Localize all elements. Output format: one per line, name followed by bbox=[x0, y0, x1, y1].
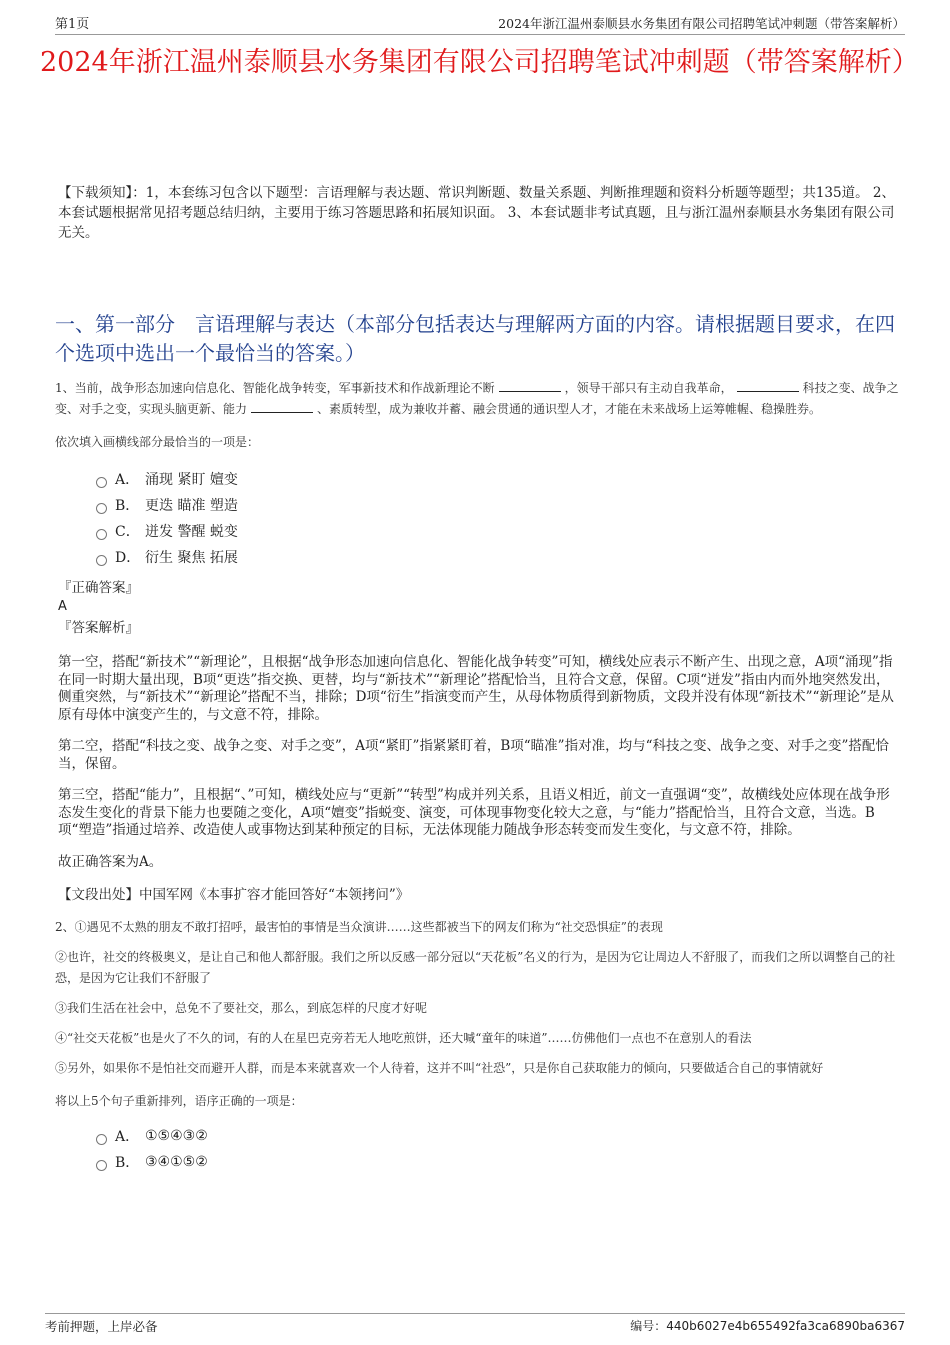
option-text: 衍生 聚焦 拓展 bbox=[145, 550, 238, 566]
radio-icon[interactable] bbox=[96, 503, 107, 514]
section-heading: 一、第一部分 言语理解与表达（本部分包括表达与理解两方面的内容。请根据题目要求，在四个选项中选出一个最恰当的答案。） bbox=[55, 312, 895, 365]
option-b[interactable] bbox=[96, 1149, 902, 1175]
option-letter: A． bbox=[115, 1129, 140, 1145]
question-2-ask: 将以上5个句子重新排列，语序正确的一项是： bbox=[55, 1094, 303, 1108]
analysis-conclusion: 故正确答案为A。 bbox=[58, 853, 163, 870]
analysis-paragraph: 第一空，搭配“新技术”“新理论”，且根据“战争形态加速向信息化、智能化战争转变”可知，横线处应表示不断产生、出现之意，A项“涌现”指在同一时期大量出现，B项“更迭”指交换、更替，均与“新技术”“新理论”搭配恰当，且符合文意，保留。C项“迸发”指由内而外地突然发出，侧重突然，与“新技术”“新理论”搭配不当，排除；D项“衍生”指演变而产生，从母体物质得到新物质，文段并没有体现“新技术”“新理论”是从原有母体中演变产生的，与文意不符，排除。 bbox=[58, 654, 894, 723]
option-text: 迸发 警醒 蜕变 bbox=[145, 524, 238, 540]
passage-source: 【文段出处】中国军网《本事扩容才能回答好“本领拷问”》 bbox=[58, 887, 410, 903]
document-body bbox=[55, 183, 902, 1175]
blank-2 bbox=[737, 378, 799, 392]
page-footer bbox=[45, 1313, 905, 1335]
q1-stem-part1: 1、当前，战争形态加速向信息化、智能化战争转变，军事新技术和作战新理论不断 bbox=[55, 381, 495, 395]
q1-stem-part2: ，领导干部只有主动自我革命， bbox=[564, 381, 733, 395]
option-letter: C． bbox=[115, 524, 140, 540]
page-header bbox=[55, 10, 905, 35]
option-a[interactable] bbox=[96, 466, 902, 492]
header-doc-title: 2024年浙江温州泰顺县水务集团有限公司招聘笔试冲刺题（带答案解析） bbox=[498, 16, 905, 31]
blank-1 bbox=[499, 378, 561, 392]
option-b[interactable] bbox=[96, 492, 902, 518]
analysis-label: 『答案解析』 bbox=[58, 620, 139, 636]
option-c[interactable] bbox=[96, 518, 902, 544]
question-1-options bbox=[58, 466, 902, 570]
q1-stem-part4: 、素质转型，成为兼收并蓄、融会贯通的通识型人才，才能在未来战场上运筹帷幄、稳操胜券。 bbox=[317, 402, 822, 416]
analysis-paragraph: 第三空，搭配“能力”，且根据“、”可知，横线处应与“更新”“转型”构成并列关系，且语义相近，前文一直强调“变”，故横线处应体现在战争形态发生变化的背景下能力也要随之变化，A项“嬗变”指蜕变、演变，可体现事物变化较大之意，与“能力”搭配恰当，且符合文意，当选。B项“塑造”指通过培养、改造使人或事物达到某种预定的目标，无法体现能力随战争形态转变而发生变化，与文意不符，排除。 bbox=[58, 787, 890, 838]
footer-serial: 编号：440b6027e4b655492fa3ca6890ba6367 bbox=[630, 1319, 905, 1333]
radio-icon[interactable] bbox=[96, 1134, 107, 1145]
blank-3 bbox=[251, 399, 313, 413]
q1-stem-part3: 科技之变、战争之变、对手之变，实现头脑更新、能力 bbox=[55, 381, 899, 416]
question-2-sentence: ⑤另外，如果你不是怕社交而避开人群，而是本来就喜欢一个人待着，这并不叫“社恐”，只是你自己获取能力的倾向，只要做适合自己的事情就好 bbox=[55, 1061, 824, 1075]
page-number: 第1页 bbox=[55, 17, 90, 32]
question-2-sentence: ②也许，社交的终极奥义，是让自己和他人都舒服。我们之所以反感一部分冠以“天花板”名义的行为，是因为它让周边人不舒服了，而我们之所以调整自己的社恐，是因为它让我们不舒服了 bbox=[55, 950, 896, 985]
option-text: ③④①⑤② bbox=[145, 1154, 208, 1170]
question-1-ask: 依次填入画横线部分最恰当的一项是： bbox=[55, 435, 260, 449]
option-text: 更迭 瞄准 塑造 bbox=[145, 498, 238, 514]
option-letter: B． bbox=[115, 1155, 140, 1171]
option-text: ①⑤④③② bbox=[145, 1128, 208, 1144]
radio-icon[interactable] bbox=[96, 477, 107, 488]
question-2-options bbox=[58, 1123, 902, 1175]
option-text: 涌现 紧盯 嬗变 bbox=[145, 472, 238, 488]
radio-icon[interactable] bbox=[96, 529, 107, 540]
question-2-sentence: ④“社交天花板”也是火了不久的词，有的人在星巴克旁若无人地吃煎饼，还大喊“童年的味道”……仿佛他们一点也不在意别人的看法 bbox=[55, 1031, 752, 1045]
answer-label: 『正确答案』 bbox=[58, 580, 139, 596]
document-title: 2024年浙江温州泰顺县水务集团有限公司招聘笔试冲刺题（带答案解析） bbox=[40, 47, 919, 78]
question-2-sentence: ③我们生活在社会中，总免不了要社交，那么，到底怎样的尺度才好呢 bbox=[55, 1001, 428, 1015]
radio-icon[interactable] bbox=[96, 1160, 107, 1171]
option-a[interactable] bbox=[96, 1123, 902, 1149]
option-letter: B． bbox=[115, 498, 140, 514]
question-2-sentence: 2、①遇见不太熟的朋友不敢打招呼，最害怕的事情是当众演讲……这些都被当下的网友们称为“社交恐惧症”的表现 bbox=[55, 920, 663, 934]
download-notice: 【下载须知】：1，本套练习包含以下题型：言语理解与表达题、常识判断题、数量关系题、判断推理题和资料分析题等题型；共135道。 2、本套试题根据常见招考题总结归纳，主要用于练习答题思路和拓展知识面。 3、本套试题非考试真题，且与浙江温州泰顺县水务集团有限公司无关。 bbox=[58, 185, 895, 241]
footer-slogan: 考前押题，上岸必备 bbox=[45, 1319, 158, 1334]
question-1-stem bbox=[55, 378, 902, 420]
option-letter: D． bbox=[115, 550, 141, 566]
radio-icon[interactable] bbox=[96, 555, 107, 566]
option-letter: A． bbox=[115, 472, 140, 488]
answer-value: A bbox=[58, 599, 67, 614]
analysis-paragraph: 第二空，搭配“科技之变、战争之变、对手之变”，A项“紧盯”指紧紧盯着，B项“瞄准”指对准，均与“科技之变、战争之变、对手之变”搭配恰当，保留。 bbox=[58, 738, 889, 772]
option-d[interactable] bbox=[96, 544, 902, 570]
